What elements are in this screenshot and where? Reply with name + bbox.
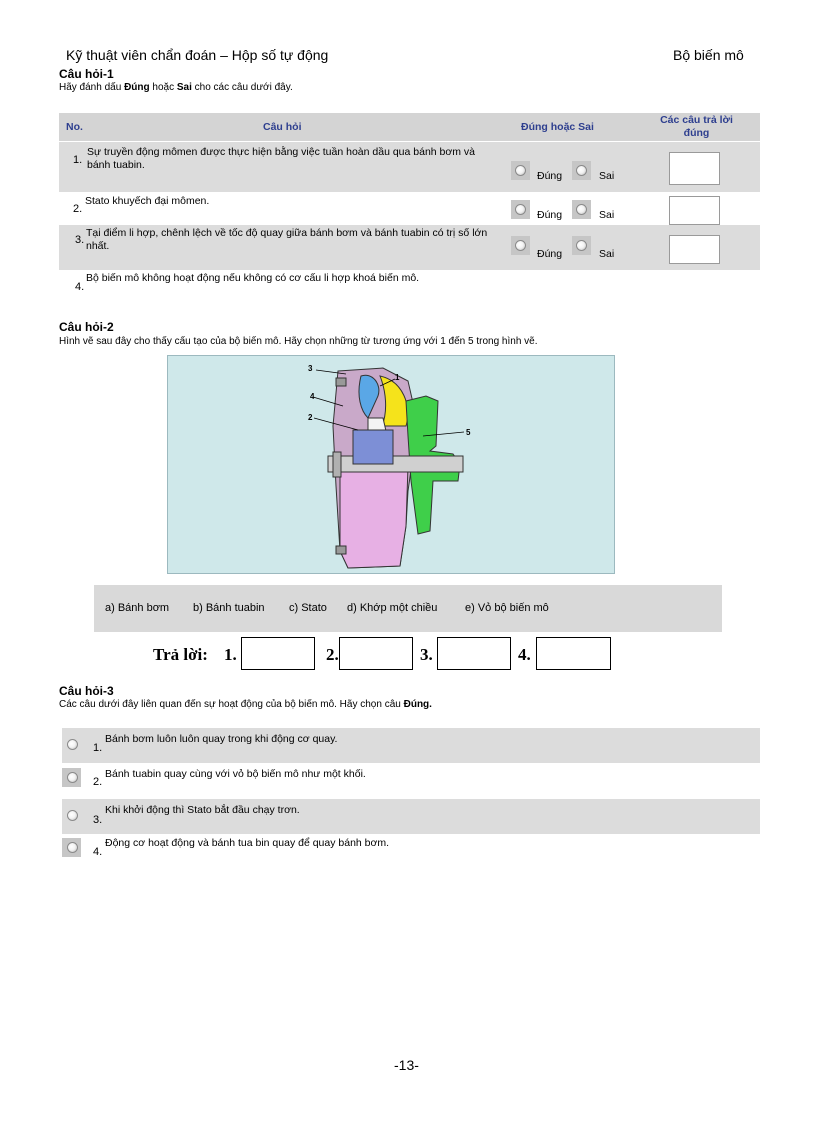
radio-option[interactable]	[67, 810, 78, 821]
choice-b: b) Bánh tuabin	[193, 602, 265, 614]
col-no: No.	[66, 121, 83, 133]
answer-num: 2.	[326, 645, 339, 664]
q1-intro: Hãy đánh dấu Đúng hoặc Sai cho các câu dưới đây.	[59, 82, 293, 93]
q2-choices-panel	[94, 585, 722, 632]
answer-box[interactable]	[669, 196, 720, 225]
col-true-false: Đúng hoặc Sai	[521, 121, 594, 133]
figure-label: 3	[308, 364, 313, 373]
answer-box[interactable]	[669, 235, 720, 264]
choice-a: a) Bánh bơm	[105, 602, 170, 614]
radio-true[interactable]	[511, 236, 530, 255]
page-number: -13-	[394, 1057, 419, 1073]
choice-c: c) Stato	[289, 602, 327, 614]
q2-intro: Hình vẽ sau đây cho thấy cấu tạo của bộ biến mô. Hãy chọn những từ tương ứng với 1 đến 5 trong hình vẽ.	[59, 336, 538, 347]
q3-option[interactable]: 3. Khi khởi động thì Stato bắt đầu chạy trơn.	[62, 799, 760, 834]
figure-label: 5	[466, 428, 471, 437]
doc-header-title: Kỹ thuật viên chẩn đoán – Hộp số tự động	[66, 47, 329, 63]
table-row: 1. Sự truyền động mômen được thực hiện bằng việc tuần hoàn dầu qua bánh bơm và bánh tuabin. Đúng Sai	[59, 142, 760, 192]
figure-label: 4	[310, 392, 315, 401]
radio-option[interactable]	[67, 772, 78, 783]
torque-converter-diagram	[167, 355, 615, 574]
table-row: 3. Tại điểm li hợp, chênh lệch về tốc độ quay giữa bánh bơm và bánh tuabin có trị số lớn nhất. Đúng Sai	[59, 225, 760, 270]
radio-option[interactable]	[67, 842, 78, 853]
q3-option[interactable]: 4. Động cơ hoạt động và bánh tua bin quay để quay bánh bơm.	[62, 834, 760, 862]
q2-title: Câu hỏi-2	[59, 320, 114, 334]
figure-label: 1	[395, 373, 400, 382]
q3-option[interactable]: 1. Bánh bơm luôn luôn quay trong khi động cơ quay.	[62, 728, 760, 763]
col-answer: Các câu trả lời đúng	[660, 114, 733, 139]
q1-title: Câu hỏi-1	[59, 67, 114, 81]
answer-box[interactable]	[669, 152, 720, 185]
radio-true[interactable]	[511, 161, 530, 180]
radio-false[interactable]	[572, 200, 591, 219]
answer-input-4[interactable]	[536, 637, 611, 670]
answer-num: 1.	[224, 645, 237, 664]
answer-num: 3.	[420, 645, 433, 664]
q3-intro: Các câu dưới đây liên quan đến sự hoạt động của bộ biến mô. Hãy chọn câu Đúng.	[59, 699, 432, 710]
radio-false[interactable]	[572, 161, 591, 180]
figure-label: 2	[308, 413, 313, 422]
q1-table-header	[59, 113, 760, 141]
torque-converter-illustration	[168, 356, 615, 574]
q3-option[interactable]: 2. Bánh tuabin quay cùng với vỏ bộ biến mô như một khối.	[62, 764, 760, 794]
radio-true[interactable]	[511, 200, 530, 219]
col-question: Câu hỏi	[263, 121, 302, 133]
choice-d: d) Khớp một chiều	[347, 602, 438, 614]
answer-label: Trả lời:	[153, 645, 208, 664]
choice-e: e) Vỏ bộ biến mô	[465, 602, 549, 614]
answer-input-2[interactable]	[339, 637, 413, 670]
q3-title: Câu hỏi-3	[59, 684, 114, 698]
answer-input-3[interactable]	[437, 637, 511, 670]
radio-option[interactable]	[67, 739, 78, 750]
table-row: 4. Bộ biến mô không hoạt động nếu không có cơ cấu li hợp khoá biến mô.	[75, 272, 420, 293]
doc-header-section: Bộ biến mô	[673, 47, 744, 63]
table-row: 2. Stato khuyếch đại mômen. Đúng Sai	[59, 192, 760, 230]
answer-num: 4.	[518, 645, 531, 664]
radio-false[interactable]	[572, 236, 591, 255]
answer-input-1[interactable]	[241, 637, 315, 670]
